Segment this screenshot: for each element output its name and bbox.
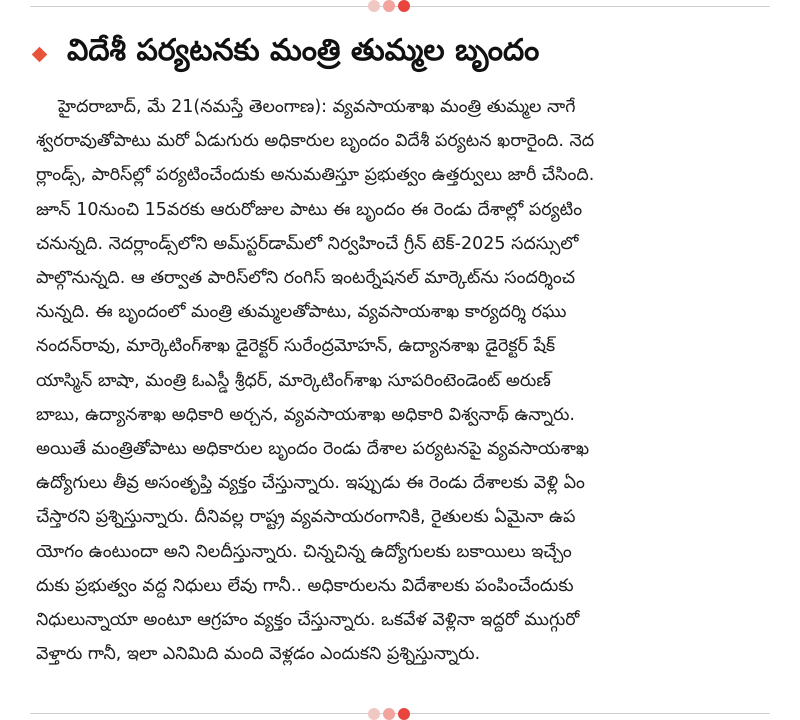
bottom-decorative-dots (368, 708, 410, 720)
article-line: నున్నది. ఈ బృందంలో మంత్రి తుమ్మలతోపాటు, వ్యవసాయశాఖ కార్యదర్శి రఘు (36, 302, 567, 323)
decorative-dot (383, 708, 395, 720)
decorative-dot (368, 0, 380, 12)
top-decorative-dots (368, 0, 410, 12)
article-line: జూన్ 10నుంచి 15వరకు ఆరురోజుల పాటు ఈ బృందం ఈ రెండు దేశాల్లో పర్యటిం (36, 199, 583, 220)
article-line: నిధులున్నాయా అంటూ ఆగ్రహం వ్యక్తం చేస్తున్నారు. ఒకవేళ వెళ్లినా ఇద్దరో ముగ్గురో (36, 610, 580, 631)
article-line: వెళ్తారు గానీ, ఇలా ఎనిమిది మంది వెళ్లడం ఎందుకని ప్రశ్నిస్తున్నారు. (36, 644, 481, 665)
article-headline (30, 26, 770, 82)
article-body (36, 90, 776, 671)
article-line: చేస్తారని ప్రశ్నిస్తున్నారు. దీనివల్ల రాష్ట్ర వ్యవసాయరంగానికి, రైతులకు ఏమైనా ఉప (36, 507, 576, 528)
article-line: నందన్‌రావు, మార్కెటింగ్‌శాఖ డైరెక్టర్ సురేంద్రమోహన్, ఉద్యానశాఖ డైరెక్టర్ షేక్ (36, 336, 556, 357)
article-line: అయితే మంత్రితోపాటు అధికారుల బృందం రెండు దేశాల పర్యటనపై వ్యవసాయశాఖ (36, 439, 590, 460)
article-line: యోగం ఉంటుందా అని నిలదీస్తున్నారు. చిన్నచిన్న ఉద్యోగులకు బకాయిలు ఇచ్చేం (36, 541, 572, 562)
decorative-dot (368, 708, 380, 720)
decorative-dot (398, 708, 410, 720)
diamond-bullet-icon (32, 46, 48, 62)
decorative-dot (383, 0, 395, 12)
article-line: హైదరాబాద్, మే 21(నమస్తే తెలంగాణ): వ్యవసాయశాఖ మంత్రి తుమ్మల నాగే (58, 97, 576, 117)
article-line: యాస్మిన్ బాషా, మంత్రి ఓఎస్డీ శ్రీధర్, మార్కెటింగ్‌శాఖ సూపరింటెండెంట్ అరుణ్ (36, 370, 551, 391)
article-line: పాల్గొనున్నది. ఆ తర్వాత పారిస్‌లోని రంగిస్ ఇంటర్నేషనల్ మార్కెట్‌ను సందర్శించ (36, 268, 576, 289)
article-line: శ్వరరావుతోపాటు మరో ఏడుగురు అధికారుల బృందం విదేశీ పర్యటన ఖరారైంది. నెద (36, 131, 595, 152)
article-line: దుకు ప్రభుత్వం వద్ద నిధులు లేవు గానీ.. అధికారులను విదేశాలకు పంపించేందుకు (36, 575, 574, 596)
decorative-dot (398, 0, 410, 12)
article-line: బాబు, ఉద్యానశాఖ అధికారి అర్చన, వ్యవసాయశాఖ అధికారి విశ్వనాథ్ ఉన్నారు. (36, 404, 575, 425)
article-line: ఉద్యోగులు తీవ్ర అసంతృప్తి వ్యక్తం చేస్తున్నారు. ఇప్పుడు ఈ రెండు దేశాలకు వెళ్లి ఏం (36, 473, 585, 494)
article-line: చనున్నది. నెదర్లాండ్స్‌లోని అమ్‌స్టర్‌డామ్‌లో నిర్వహించే గ్రీన్ టెక్-2025 సదస్సులో (36, 233, 579, 254)
headline-text: విదేశీ పర్యటనకు మంత్రి తుమ్మల బృందం (67, 33, 540, 68)
article-line: ర్లాండ్స్, పారిస్‌ల్లో పర్యటించేందుకు అనుమతిస్తూ ప్రభుత్వం ఉత్తర్వులు జారీ చేసింది. (36, 165, 595, 186)
